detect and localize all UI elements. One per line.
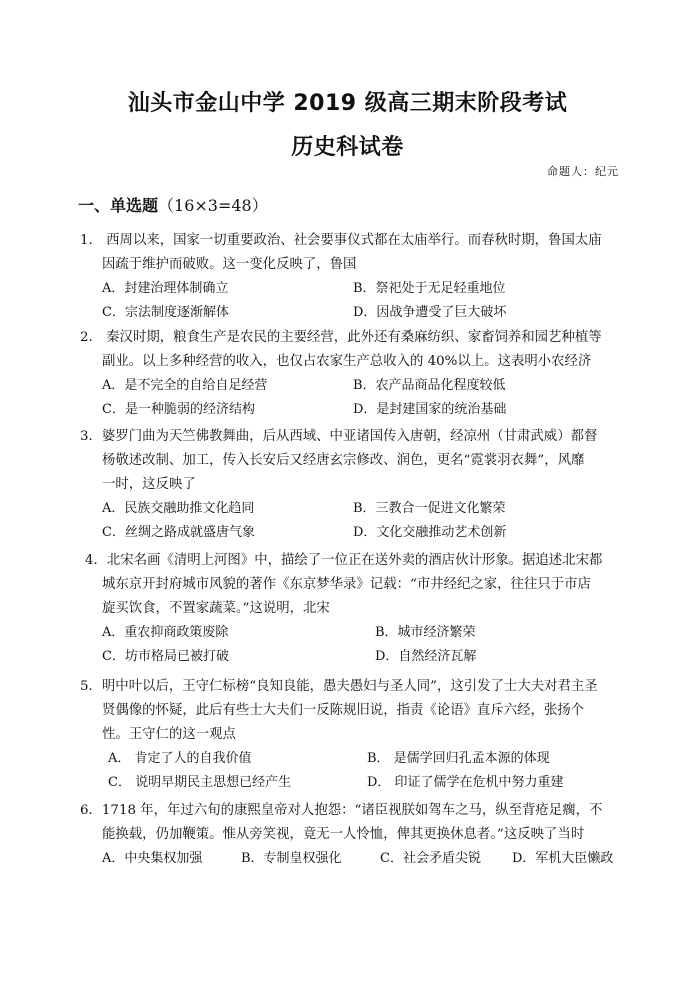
option-group: [80, 277, 625, 325]
option-group: [80, 747, 625, 795]
question-text-line: 6．1718 年，年过六旬的康熙皇帝对人抱怨：“诸臣视朕如驾车之马，纵至背疮足瘸，不: [80, 803, 603, 818]
option-a[interactable]: A．是不完全的自给自足经营: [102, 378, 268, 393]
question-text-line: 性。王守仁的这一观点: [102, 727, 236, 742]
option-group: [80, 847, 625, 871]
option-b[interactable]: B．三教合一促进文化繁荣: [353, 501, 506, 516]
question-text-line: 能换载，仍加鞭策。惟从旁笑视，竟无一人怜恤，俾其更换休息者。”这反映了当时: [102, 827, 585, 842]
option-d[interactable]: D．是封建国家的统治基础: [353, 402, 507, 417]
question-text-line: 旋买饮食，不置家蔬菜。”这说明，北宋: [102, 601, 330, 616]
option-d[interactable]: D．文化交融推动艺术创新: [353, 525, 507, 540]
option-group: [85, 621, 630, 669]
exam-subtitle: 历史科试卷: [291, 135, 404, 160]
option-c[interactable]: C．丝绸之路成就盛唐气象: [102, 525, 255, 540]
option-a[interactable]: A．民族交融助推文化趋同: [102, 501, 255, 516]
option-group: [80, 374, 625, 422]
option-a[interactable]: A． 肯定了人的自我价值: [108, 751, 252, 766]
question-text-line: 因疏于维护而破败。这一变化反映了，鲁国: [102, 257, 357, 272]
question-1: [80, 229, 625, 325]
option-c[interactable]: C．宗法制度逐渐解体: [102, 305, 229, 320]
question-text-line: 5．明中叶以后，王守仁标榜“良知良能，愚夫愚妇与圣人同”，这引发了士大夫对君主圣: [80, 679, 598, 694]
option-group: [80, 497, 625, 545]
option-d[interactable]: D．自然经济瓦解: [375, 649, 477, 664]
option-b[interactable]: B．专制皇权强化: [241, 851, 342, 866]
question-2: [80, 326, 625, 422]
question-text-line: 4．北宋名画《清明上河图》中，描绘了一位正在送外卖的酒店伙计形象。据追述北宋都: [85, 553, 603, 568]
question-text-line: 杨敬述改制、加工，传入长安后又经唐玄宗修改、润色，更名“霓裳羽衣舞”，风靡: [102, 453, 585, 468]
option-b[interactable]: B．城市经济繁荣: [375, 625, 476, 640]
option-b[interactable]: B． 是儒学回归孔孟本源的体现: [367, 751, 550, 766]
author-line: 命题人：纪元: [547, 165, 619, 178]
option-c[interactable]: C．是一种脆弱的经济结构: [102, 402, 255, 417]
exam-title: 汕头市金山中学 2019 级高三期末阶段考试: [127, 91, 568, 116]
question-5: [80, 675, 625, 795]
option-b[interactable]: B．农产品商品化程度较低: [353, 378, 506, 393]
option-a[interactable]: A．重农抑商政策废除: [102, 625, 229, 640]
option-d[interactable]: D．因战争遭受了巨大破坏: [353, 305, 507, 320]
question-text-line: 城东京开封府城市风貌的著作《东京梦华录》记载：“市井经纪之家，往往只于市店: [102, 577, 591, 592]
option-c[interactable]: C． 说明早期民主思想已经产生: [108, 775, 292, 790]
section-title: 一、单选题: [78, 196, 159, 215]
question-6: [80, 799, 625, 871]
question-text-line: 3．婆罗门曲为天竺佛教舞曲，后从西域、中亚诸国传入唐朝，经凉州（甘肃武威）都督: [80, 429, 598, 444]
section-score: （16×3=48）: [158, 196, 268, 215]
section-heading: [78, 193, 268, 216]
question-text-line: 1. 西周以来，国家一切重要政治、社会要事仪式都在太庙举行。而春秋时期，鲁国太庙: [80, 233, 602, 248]
question-text-line: 副业。以上多种经营的收入，也仅占农家生产总收入的 40%以上。这表明小农经济: [102, 354, 592, 369]
question-text-line: 贤偶像的怀疑，此后有些士大夫们一反陈规旧说，指责《论语》直斥六经，张扬个: [102, 703, 585, 718]
option-a[interactable]: A．中央集权加强: [102, 851, 203, 866]
question-text-line: 2. 秦汉时期，粮食生产是农民的主要经营，此外还有桑麻纺织、家畜饲养和园艺种植等: [80, 330, 602, 345]
option-d[interactable]: D． 印证了儒学在危机中努力重建: [367, 775, 564, 790]
question-text-line: 一时，这反映了: [102, 477, 196, 492]
question-3: [80, 425, 625, 545]
option-b[interactable]: B．祭祀处于无足轻重地位: [353, 281, 506, 296]
option-d[interactable]: D．军机大臣懒政: [512, 851, 614, 866]
option-c[interactable]: C．坊市格局已被打破: [102, 649, 229, 664]
option-a[interactable]: A．封建治理体制确立: [102, 281, 229, 296]
option-c[interactable]: C．社会矛盾尖锐: [380, 851, 481, 866]
question-4: [85, 549, 630, 669]
